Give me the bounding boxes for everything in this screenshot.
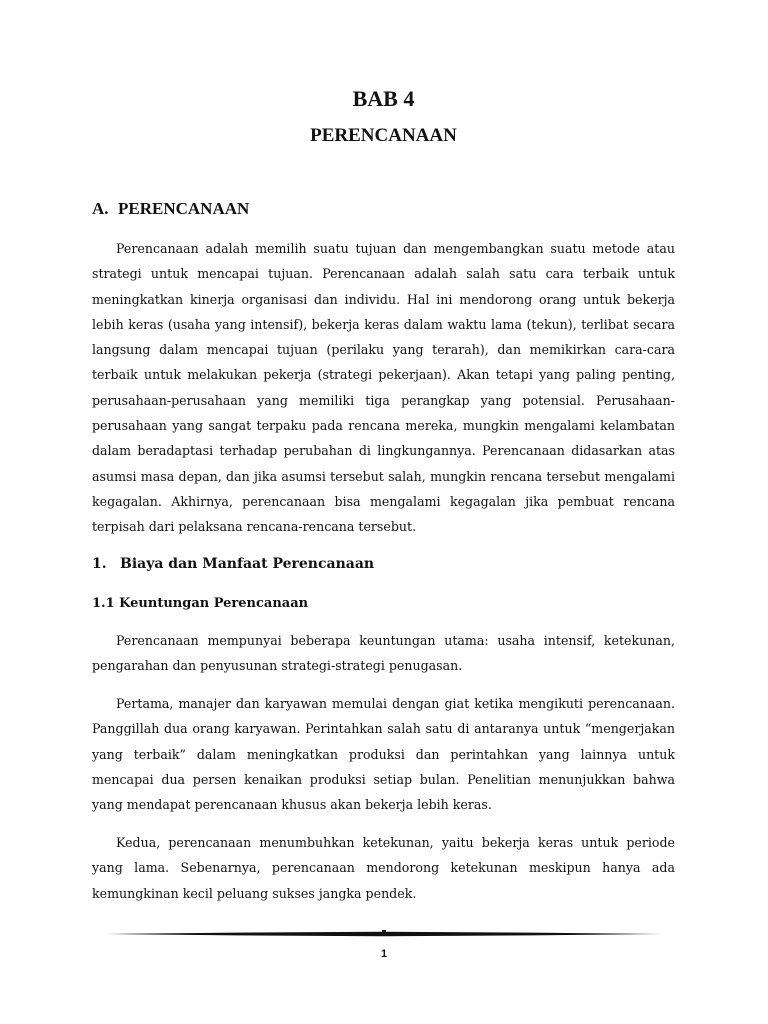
intro-paragraph: Perencanaan adalah memilih suatu tujuan dan mengembangkan suatu metode atau strategi untuk mencapai tujuan. Perencanaan adalah salah satu cara terbaik untuk meningkatkan kinerja organisasi dan individu. Hal ini mendorong orang untuk bekerja lebih keras (usaha yang intensif), bekerja keras dalam waktu lama (tekun), terlibat secara langsung dalam mencapai tujuan (perilaku yang terarah), dan memikirkan cara-cara terbaik untuk melakukan pekerja (strategi pekerjaan). Akan tetapi yang paling penting, perusahaan-perusahaan yang memiliki tiga perangkap yang potensial. Perusahaan-perusahaan yang sangat terpaku pada rencana mereka, mungkin mengalami kelambatan dalam beradaptasi terhadap perubahan di lingkungannya. Perencanaan didasarkan atas asumsi masa depan, dan jika asumsi tersebut salah, mungkin rencana tersebut mengalami kegagalan. Akhirnya, perencanaan bisa mengalami kegagalan jika pembuat rencana terpisah dari pelaksana rencana-rencana tersebut. (92, 241, 675, 535)
page-number: 1 (380, 948, 388, 960)
section-a-heading (92, 199, 249, 219)
subsection-1-number: 1. (92, 556, 107, 572)
footer-divider (106, 930, 662, 938)
paragraph-1: Perencanaan mempunyai beberapa keuntungan utama: usaha intensif, ketekunan, pengarahan dan penyusunan strategi-strategi penugasan. (92, 633, 675, 674)
chapter-label: BAB 4 (352, 86, 415, 111)
chapter-title: PERENCANAAN (310, 125, 457, 146)
subsection-1-heading (92, 556, 374, 572)
section-a-title: PERENCANAAN (118, 199, 250, 218)
subsection-1-title: Biaya dan Manfaat Perencanaan (120, 556, 375, 572)
paragraph-2: Pertama, manajer dan karyawan memulai dengan giat ketika mengikuti perencanaan. Panggillah dua orang karyawan. Perintahkan salah satu di antaranya untuk “mengerjakan yang terbaik” dalam meningkatkan produksi dan perintahkan yang lainnya untuk mencapai dua persen kenaikan produksi setiap bulan. Penelitian menunjukkan bahwa yang mendapat perencanaan khusus akan bekerja lebih keras. (92, 696, 675, 813)
paragraph-3: Kedua, perencanaan menumbuhkan ketekunan, yaitu bekerja keras untuk periode yang lama. Sebenarnya, perencanaan mendorong ketekunan meskipun hanya ada kemungkinan kecil peluang sukses jangka pendek. (92, 835, 675, 901)
subsection-1-1-heading: 1.1 Keuntungan Perencanaan (92, 596, 309, 611)
section-a-number: A. (92, 199, 109, 218)
